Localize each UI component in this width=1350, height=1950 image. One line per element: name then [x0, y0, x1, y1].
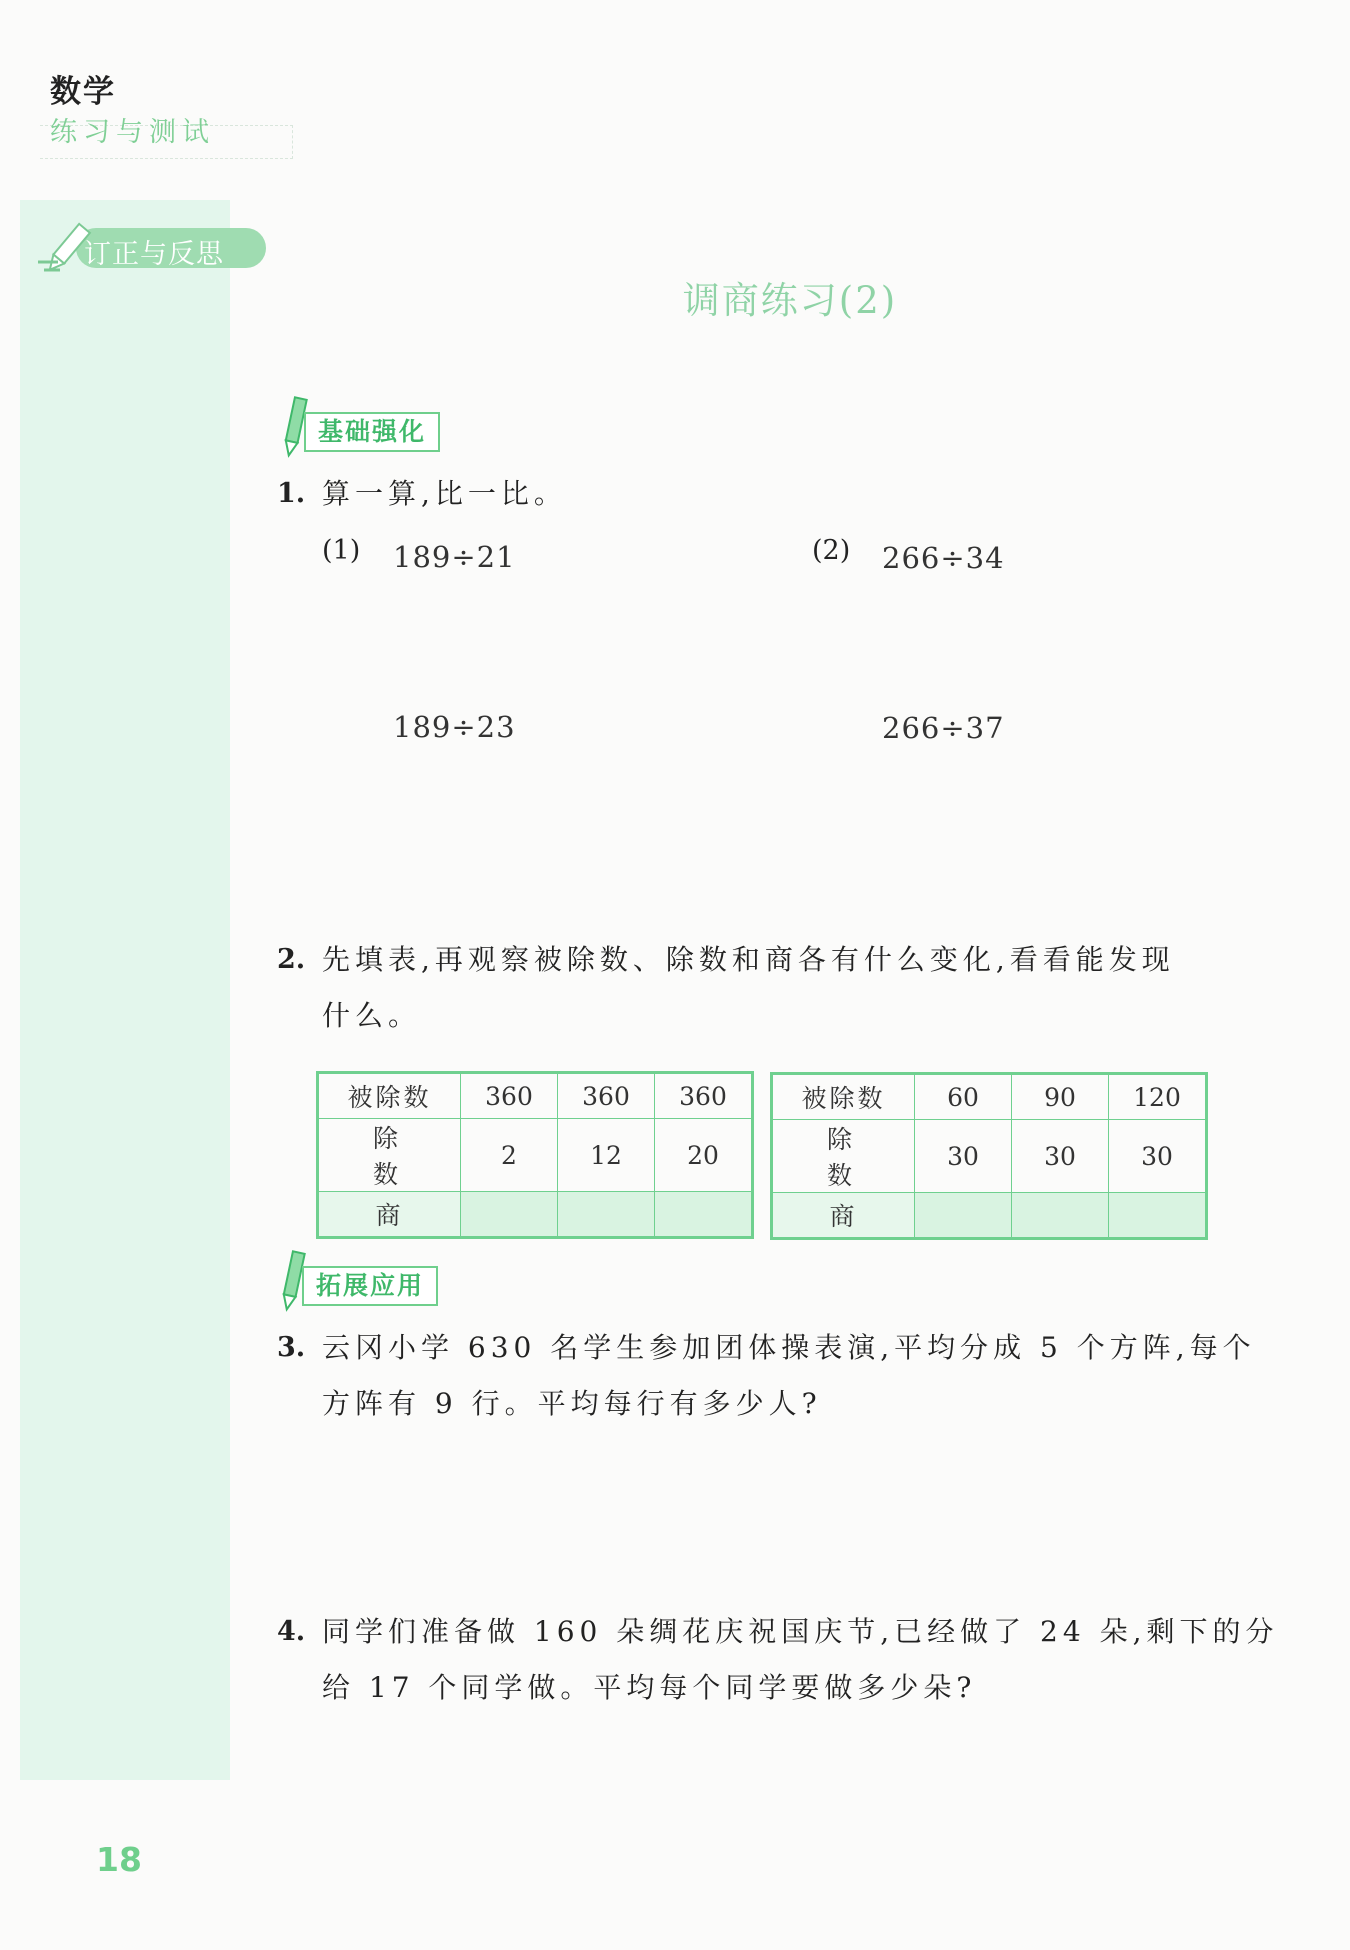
page-title: 调商练习(2) — [682, 279, 898, 322]
dividend-cell: 360 — [655, 1073, 753, 1119]
book-series: 练习与测试 — [50, 117, 215, 148]
row-label-dividend: 被除数 — [318, 1073, 461, 1119]
divisor-cell: 30 — [1012, 1120, 1109, 1193]
q1-right-expression-1: 266÷34 — [882, 541, 1005, 575]
row-label-dividend: 被除数 — [772, 1074, 915, 1120]
division-table-2 — [770, 1072, 1208, 1240]
table-row — [318, 1119, 753, 1192]
table-row — [772, 1120, 1207, 1193]
question-1-number: 1. — [277, 478, 306, 509]
quotient-answer-cell[interactable] — [558, 1192, 655, 1238]
question-3-number: 3. — [277, 1332, 306, 1363]
dividend-cell: 360 — [558, 1073, 655, 1119]
divisor-cell: 30 — [915, 1120, 1012, 1193]
dividend-cell: 360 — [461, 1073, 558, 1119]
dividend-cell: 90 — [1012, 1074, 1109, 1120]
q1-right-expression-2: 266÷37 — [882, 711, 1005, 745]
divisor-cell: 20 — [655, 1119, 753, 1192]
q1-left-expression-1: 189÷21 — [393, 540, 516, 574]
book-subject: 数学 — [50, 74, 116, 110]
row-label-quotient: 商 — [772, 1193, 915, 1239]
question-4-text-line1: 同学们准备做 160 朵绸花庆祝国庆节,已经做了 24 朵,剩下的分 — [322, 1615, 1279, 1648]
dividend-cell: 60 — [915, 1074, 1012, 1120]
question-2-text-line1: 先填表,再观察被除数、除数和商各有什么变化,看看能发现 — [322, 943, 1175, 976]
question-1-text: 算一算,比一比。 — [322, 477, 567, 510]
question-4-text-line2: 给 17 个同学做。平均每个同学要做多少朵? — [322, 1671, 977, 1704]
table-row — [772, 1193, 1207, 1239]
divisor-cell: 12 — [558, 1119, 655, 1192]
question-3-text-line2: 方阵有 9 行。平均每行有多少人? — [322, 1387, 822, 1420]
correction-label — [36, 222, 236, 274]
quotient-answer-cell[interactable] — [915, 1193, 1012, 1239]
divisor-cell: 2 — [461, 1119, 558, 1192]
q1-left-expression-2: 189÷23 — [393, 710, 516, 744]
section-extension-label: 拓展应用 — [302, 1266, 438, 1306]
page-number: 18 — [96, 1840, 142, 1879]
question-4-number: 4. — [277, 1616, 306, 1647]
row-label-divisor: 除 数 — [318, 1119, 461, 1192]
question-2-text-line2: 什么。 — [322, 999, 422, 1032]
correction-label-text: 订正与反思 — [84, 239, 224, 270]
q1-right-label: (2) — [812, 535, 851, 566]
section-basic-label: 基础强化 — [304, 412, 440, 452]
table-row — [772, 1074, 1207, 1120]
q1-left-label: (1) — [322, 535, 361, 566]
quotient-answer-cell[interactable] — [1109, 1193, 1207, 1239]
quotient-answer-cell[interactable] — [1012, 1193, 1109, 1239]
correction-side-strip — [20, 200, 230, 1780]
division-table-1 — [316, 1071, 754, 1239]
divisor-cell: 30 — [1109, 1120, 1207, 1193]
question-3-text-line1: 云冈小学 630 名学生参加团体操表演,平均分成 5 个方阵,每个 — [322, 1331, 1256, 1364]
quotient-answer-cell[interactable] — [461, 1192, 558, 1238]
question-2-number: 2. — [277, 944, 306, 975]
row-label-quotient: 商 — [318, 1192, 461, 1238]
quotient-answer-cell[interactable] — [655, 1192, 753, 1238]
dividend-cell: 120 — [1109, 1074, 1207, 1120]
row-label-divisor: 除 数 — [772, 1120, 915, 1193]
table-row — [318, 1192, 753, 1238]
table-row — [318, 1073, 753, 1119]
